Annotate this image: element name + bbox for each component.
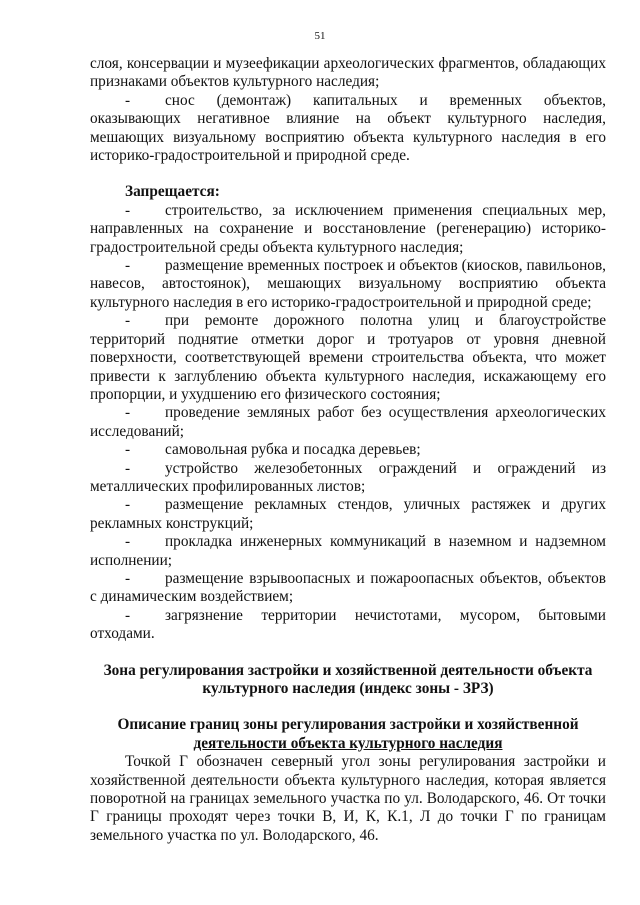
bullet-dash: -: [125, 257, 131, 275]
list-item-text: строительство, за исключением применения специальных мер, направленных на сохранение и восстановление (регенерацию) историко-градостроительной среды объекта культурного наследия;: [90, 201, 606, 256]
bullet-dash: -: [125, 91, 131, 109]
list-item-text: размещение взрывоопасных и пожароопасных объектов, объектов с динамическим воздействием;: [90, 569, 606, 606]
list-item: [90, 570, 606, 607]
bullet-dash: -: [125, 312, 131, 330]
list-item-text: прокладка инженерных коммуникаций в наземном и надземном исполнении;: [90, 533, 606, 569]
bullet-dash: -: [125, 496, 131, 514]
list-item-text: устройство железобетонных ограждений и ограждений из металлических профилированных листов;: [90, 459, 606, 495]
zone-title-line-1: Зона регулирования застройки и хозяйственной деятельности объекта: [103, 661, 593, 679]
list-item: [90, 404, 606, 441]
list-item: [90, 312, 606, 404]
description-paragraph: Точкой Г обозначен северный угол зоны регулирования застройки и хозяйственной деятельности объекта культурного наследия, которая является поворотной на границах земельного участка по ул. Володарского, 46. От точки Г границы проходят через точки В, И, К, К.1, Л до точки Г по границам земельного участка по ул. Володарского, 46.: [90, 753, 606, 844]
list-item: [90, 92, 606, 166]
list-item: [90, 202, 606, 257]
list-item: [90, 460, 606, 497]
bullet-dash: -: [125, 606, 131, 624]
list-item-text: размещение рекламных стендов, уличных растяжек и других рекламных конструкций;: [90, 496, 606, 532]
list-item-text: проведение земляных работ без осуществления археологических исследований;: [90, 404, 606, 440]
forbidden-heading: Запрещается:: [125, 183, 220, 201]
description-title-line-1: Описание границ зоны регулирования застройки и хозяйственной: [117, 716, 579, 734]
list-item: [90, 533, 606, 570]
list-item-text: загрязнение территории нечистотами, мусором, бытовыми отходами.: [90, 606, 606, 643]
list-item-text: размещение временных построек и объектов (киосков, павильонов, навесов, автостоянок), мешающих визуальному восприятию объекта культурного наследия в его историко-градостроительной и природной среде;: [90, 257, 606, 311]
page-number: 51: [314, 30, 326, 42]
intro-bullet-list: [90, 92, 606, 166]
list-item-text: снос (демонтаж) капитальных и временных объектов, оказывающих негативное влияние на объект культурного наследия, мешающих визуальному восприятию объекта культурного наследия в его историко-градостроительной и природной среде.: [90, 91, 606, 165]
forbidden-bullet-list: [90, 202, 606, 644]
list-item: [90, 607, 606, 644]
bullet-dash: -: [125, 459, 131, 477]
list-item: [90, 257, 606, 312]
document-body: [90, 55, 606, 845]
bullet-dash: -: [125, 533, 131, 551]
intro-continuation: слоя, консервации и музеефикации археологических фрагментов, обладающих признаками объектов культурного наследия;: [90, 55, 606, 91]
list-item-text: при ремонте дорожного полотна улиц и благоустройстве территорий поднятие отметки дорог и тротуаров от уровня дневной поверхности, соответствующей времени строительства объекта, что может привести к заглублению объекта культурного наследия, искажающему его пропорции, и ухудшению его физического состояния;: [90, 312, 606, 403]
bullet-dash: -: [125, 569, 131, 587]
list-item: [90, 496, 606, 533]
description-title-line-2: деятельности объекта культурного наследия: [193, 734, 503, 752]
list-item: [90, 441, 606, 459]
bullet-dash: -: [125, 441, 131, 459]
bullet-dash: -: [125, 404, 131, 422]
zone-title-line-2: культурного наследия (индекс зоны - ЗРЗ): [202, 680, 494, 697]
list-item-text: самовольная рубка и посадка деревьев;: [165, 441, 421, 459]
bullet-dash: -: [125, 201, 131, 219]
